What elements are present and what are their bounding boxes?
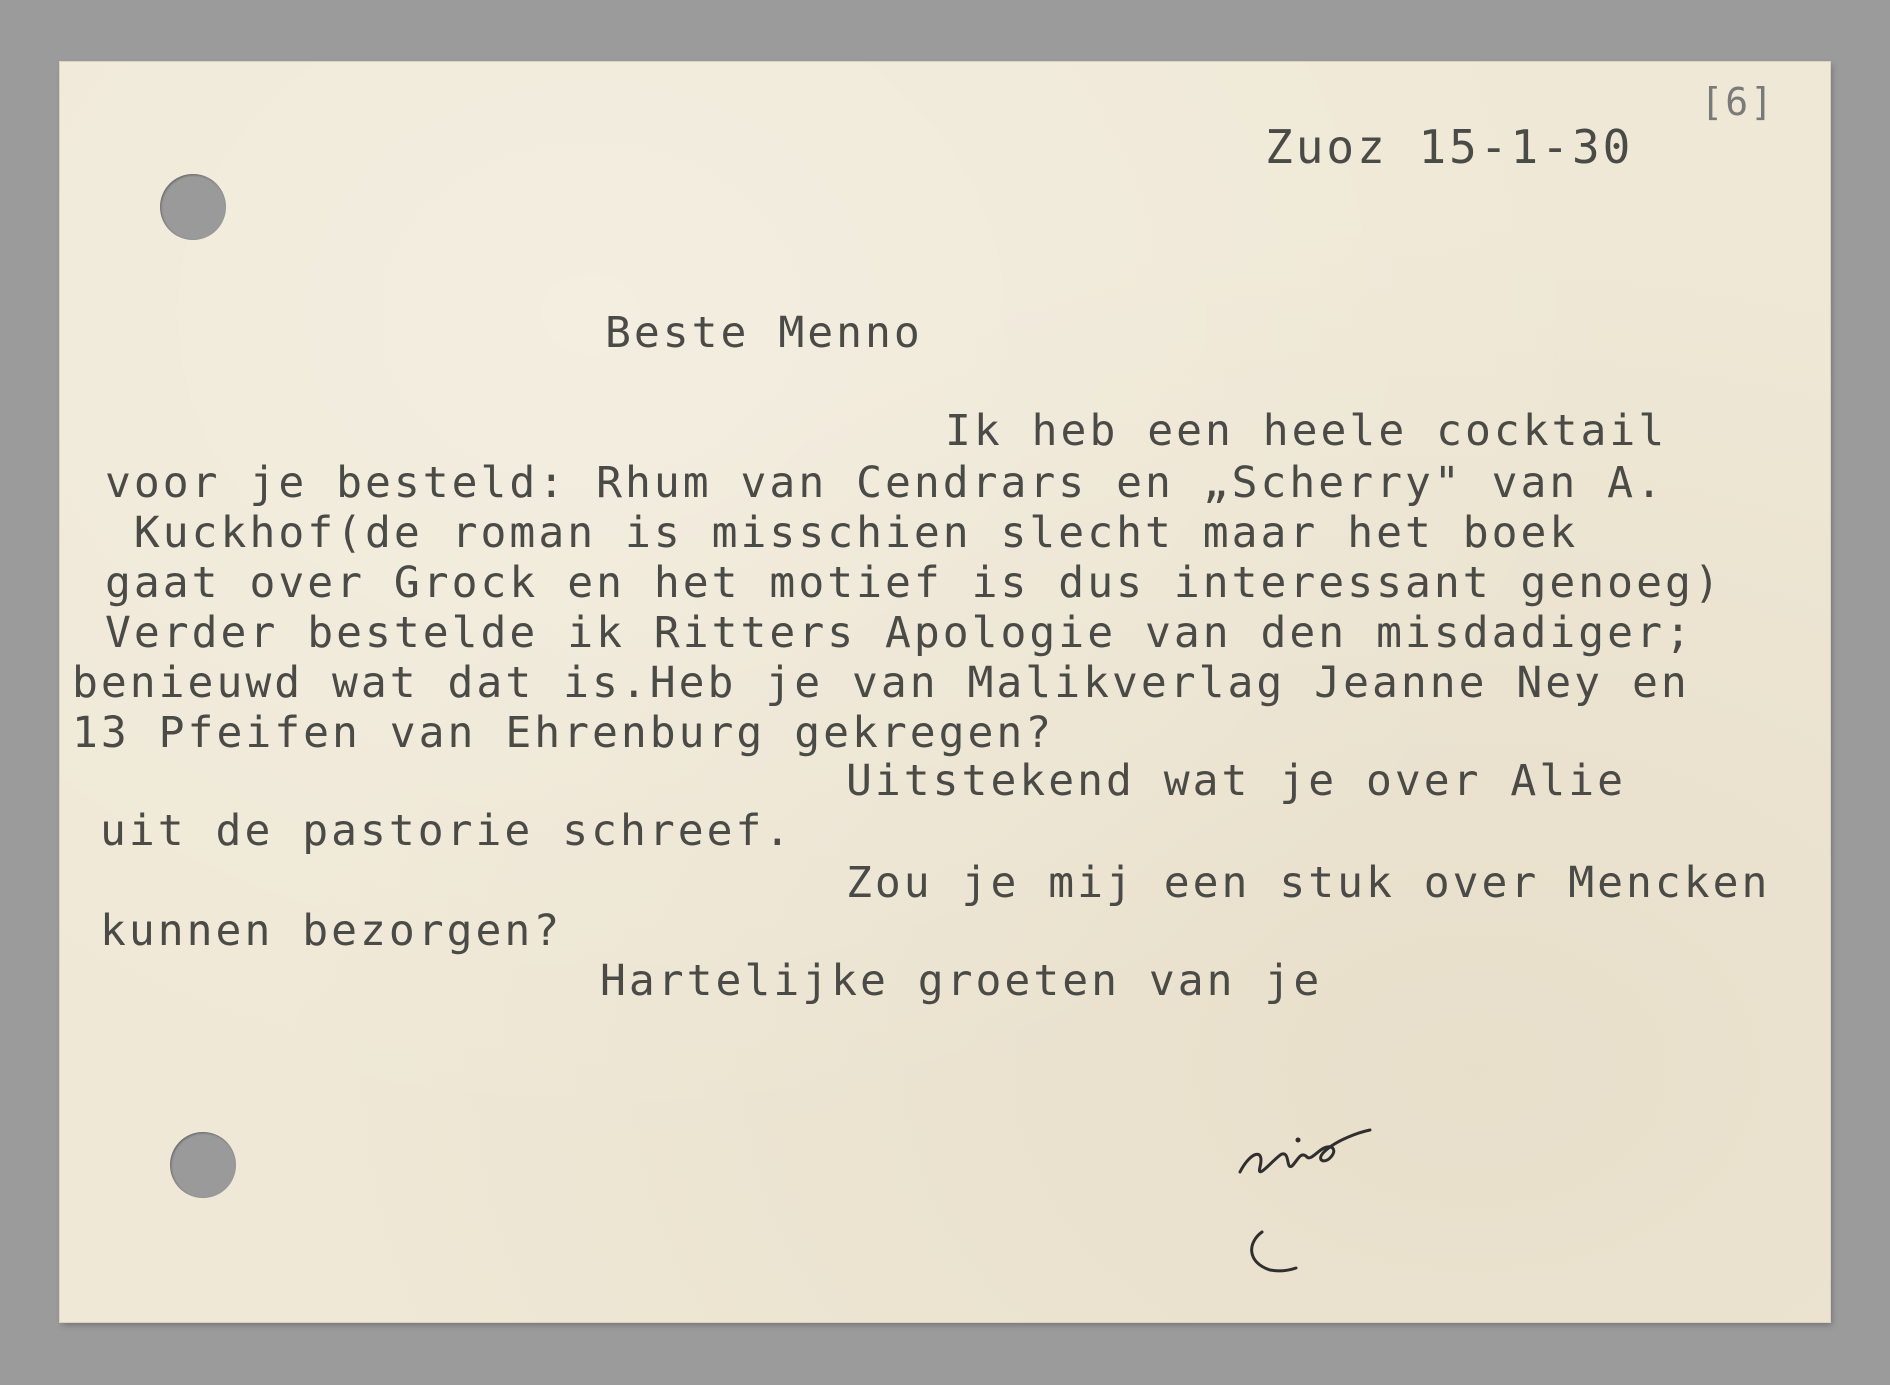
letter-line: Ik heb een heele cocktail [945,406,1668,456]
letter-line: Kuckhof(de roman is misschien slecht maar het boek [105,508,1579,558]
punch-hole-top [160,174,226,240]
dateline: Zuoz 15-1-30 [1265,120,1634,174]
letter-line: Uitstekend wat je over Alie [846,756,1626,806]
letter-line: kunnen bezorgen? [100,906,563,956]
letter-line: Zou je mij een stuk over Mencken [846,858,1771,908]
letter-line: uit de pastorie schreef. [100,806,794,856]
punch-hole-bottom [170,1132,236,1198]
letter-line: gaat over Grock en het motief is dus interessant genoeg) [105,558,1723,608]
letter-line: voor je besteld: Rhum van Cendrars en „Scherry" van A. [105,458,1665,508]
postcard [60,62,1830,1322]
letter-line: Hartelijke groeten van je [600,956,1323,1006]
letter-line: benieuwd wat dat is.Heb je van Malikverlag Jeanne Ney en [72,658,1690,708]
archive-number: [6] [1700,80,1775,124]
letter-line: 13 Pfeifen van Ehrenburg gekregen? [72,708,1055,758]
signature [1220,1102,1420,1302]
salutation: Beste Menno [605,308,923,358]
letter-line: Verder bestelde ik Ritters Apologie van den misdadiger; [105,608,1694,658]
